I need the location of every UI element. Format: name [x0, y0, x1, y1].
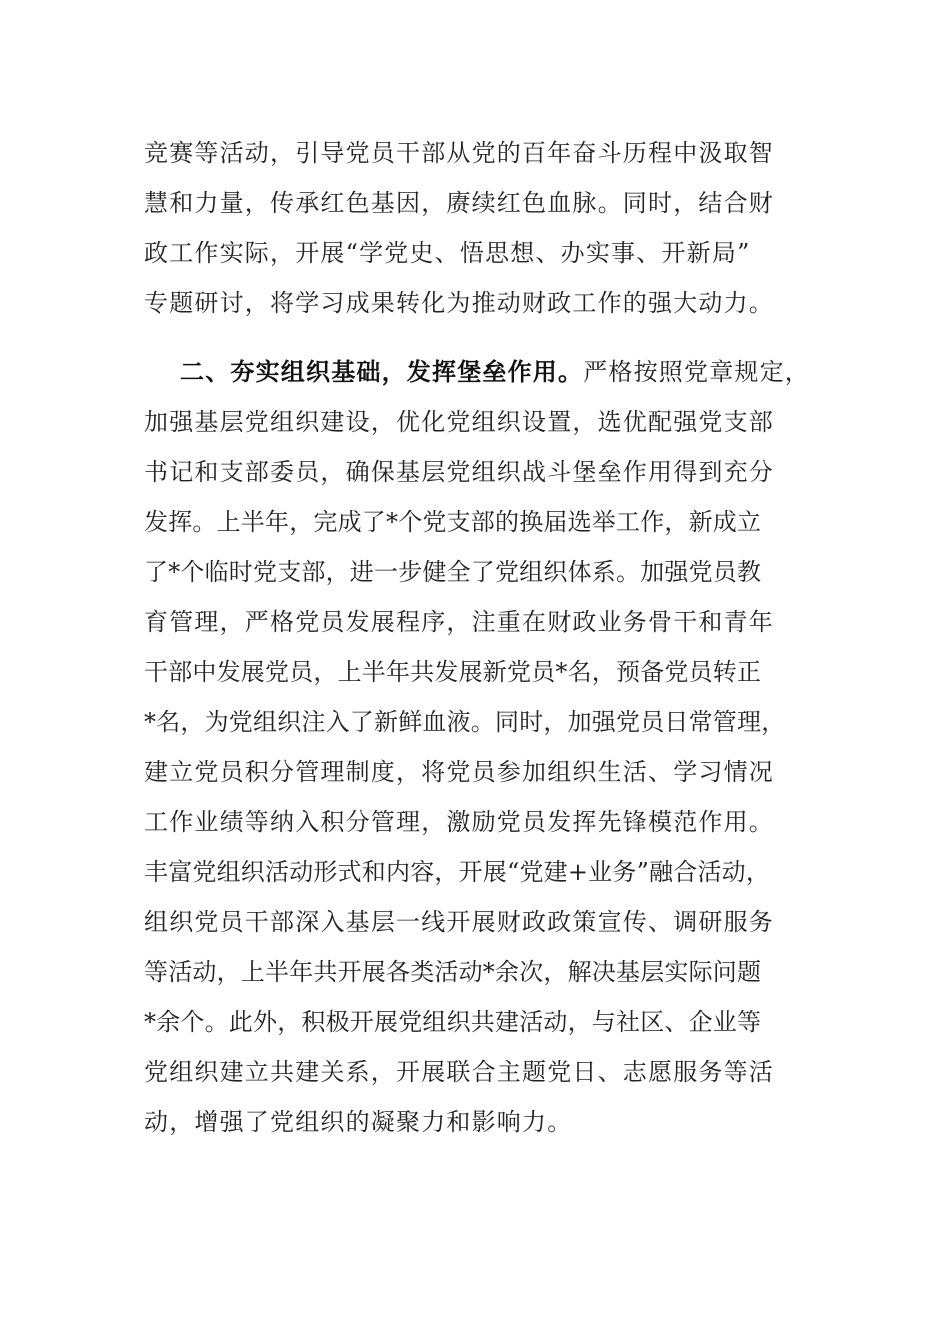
paragraph-line: 加强基层党组织建设，优化党组织设置，选优配强党支部 — [144, 408, 774, 436]
paragraph-line: 竞赛等活动，引导党员干部从党的百年奋斗历程中汲取智 — [144, 139, 774, 167]
paragraph-line: 育管理，严格党员发展程序，注重在财政业务骨干和青年 — [144, 608, 774, 636]
paragraph-first-line — [144, 347, 820, 397]
section-heading: 二、夯实组织基础，发挥堡垒作用。 — [180, 357, 584, 386]
paragraph-line: 动，增强了党组织的凝聚力和影响力。 — [144, 1108, 573, 1136]
document-body — [144, 128, 820, 1147]
paragraph-line: 政工作实际，开展“学党史、悟思想、办实事、开新局” — [144, 239, 751, 267]
paragraph-line: 书记和支部委员，确保基层党组织战斗堡垒作用得到充分 — [144, 458, 774, 486]
paragraph-line: 了*个临时党支部，进一步健全了党组织体系。加强党员教 — [144, 558, 762, 586]
paragraph-line: 工作业绩等纳入积分管理，激励党员发挥先锋模范作用。 — [144, 808, 774, 836]
paragraph-line-rest: 严格按照党章规定， — [583, 358, 811, 386]
paragraph-line: 党组织建立共建关系，开展联合主题党日、志愿服务等活 — [144, 1058, 774, 1086]
paragraph-gap — [144, 328, 820, 347]
paragraph-line: 丰富党组织活动形式和内容，开展“党建+业务”融合活动， — [144, 858, 771, 886]
paragraph-line: *余个。此外，积极开展党组织共建活动，与社区、企业等 — [144, 1008, 762, 1036]
paragraph-line: 发挥。上半年，完成了*个党支部的换届选举工作，新成立 — [144, 508, 762, 536]
paragraph-line: 组织党员干部深入基层一线开展财政政策宣传、调研服务 — [144, 908, 774, 936]
paragraph-line: 建立党员积分管理制度，将党员参加组织生活、学习情况 — [144, 758, 774, 786]
paragraph-line: 专题研讨，将学习成果转化为推动财政工作的强大动力。 — [144, 289, 774, 317]
paragraph-2 — [144, 347, 820, 1147]
paragraph-line: 慧和力量，传承红色基因，赓续红色血脉。同时，结合财 — [144, 189, 774, 217]
paragraph-line: 等活动，上半年共开展各类活动*余次，解决基层实际问题 — [144, 958, 762, 986]
paragraph-1 — [144, 128, 820, 328]
paragraph-line: *名，为党组织注入了新鲜血液。同时，加强党员日常管理， — [144, 708, 786, 736]
paragraph-line: 干部中发展党员，上半年共发展新党员*名，预备党员转正 — [144, 658, 762, 686]
